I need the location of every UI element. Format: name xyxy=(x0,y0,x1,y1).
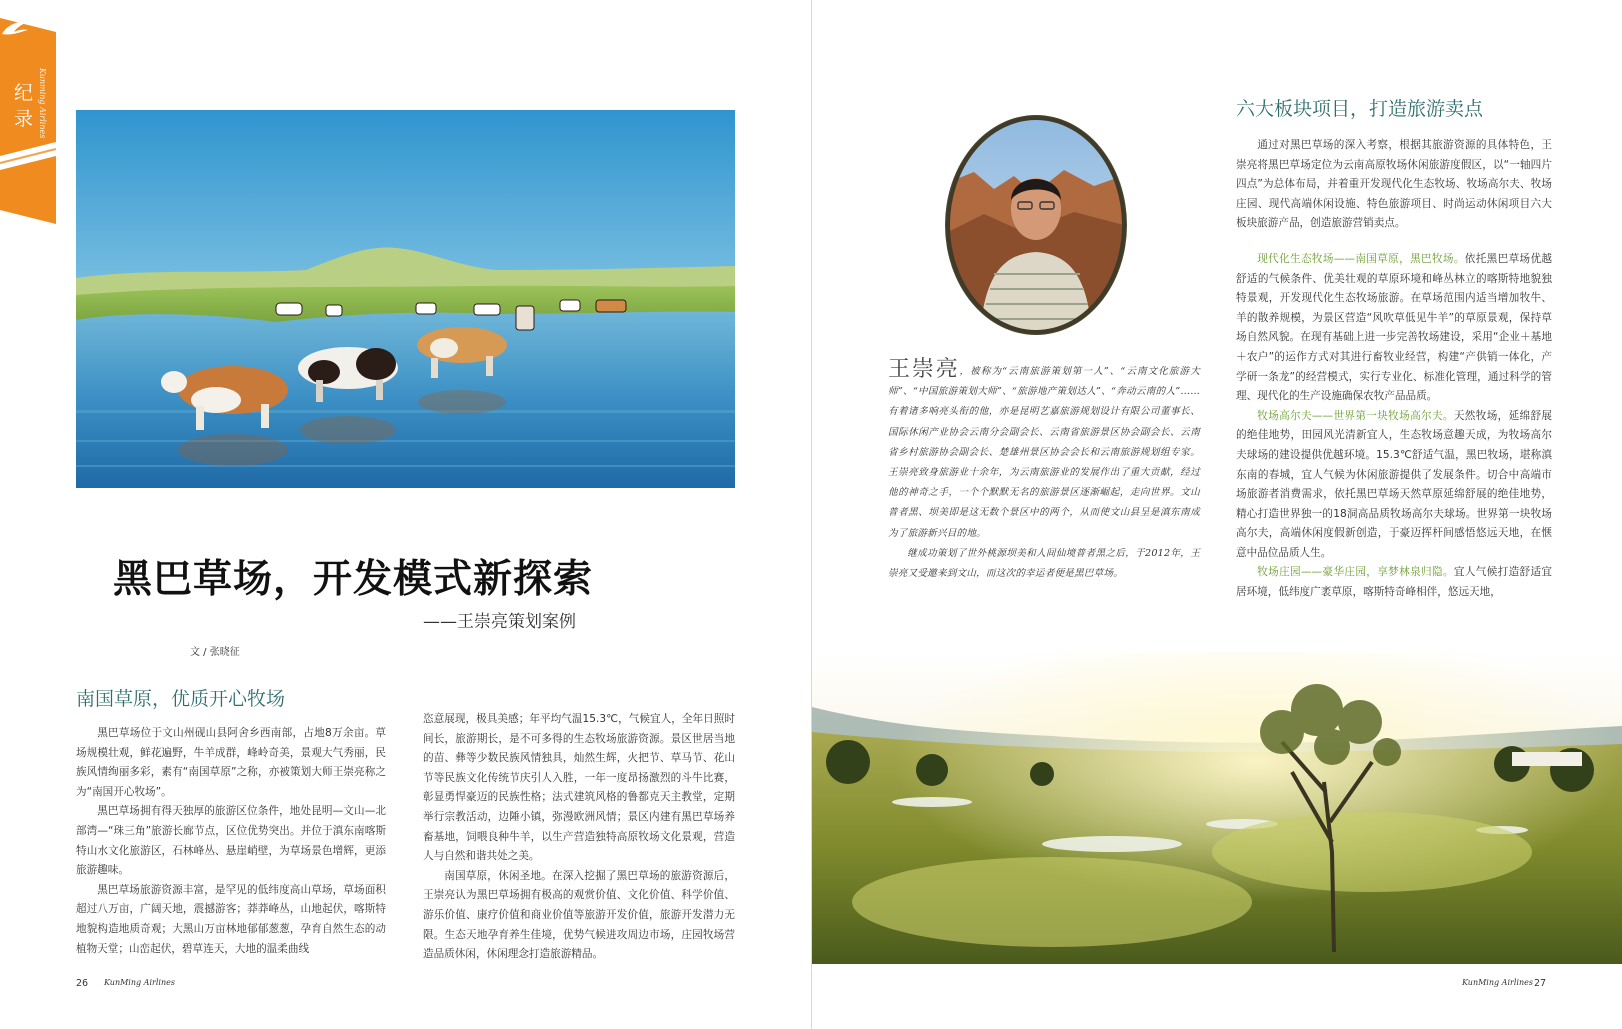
article-subtitle: ——王崇亮策划案例 xyxy=(423,612,576,632)
bio-paragraph-2: 继成功策划了世外桃源坝美和人间仙境普者黑之后，于2012年，王崇亮又受邀来到文山，而这次的幸运者便是黑巴草场。 xyxy=(888,547,1200,580)
brand-footer-right: KunMing Airlines xyxy=(1462,978,1533,987)
portrait-photo xyxy=(944,114,1128,336)
item-heading: 牧场庄园——豪华庄园，享梦林泉归隐。 xyxy=(1257,566,1454,579)
section-heading-right: 六大板块项目，打造旅游卖点 xyxy=(1236,98,1484,120)
bio-column xyxy=(888,357,1200,584)
item-heading: 牧场高尔夫——世界第一块牧场高尔夫。 xyxy=(1257,409,1454,422)
bio-text: ，被称为“云南旅游策划第一人”、“云南文化旅游大师”、“中国旅游策划大师”、“旅游地产策划达人”、“奔动云南的人”……有着诸多响亮头衔的他，亦是昆明艺嘉旅游规划设计有限公司董事长、国际休闲产业协会云南分会副会长、云南省旅游景区协会副会长、云南省乡村旅游协会副会长、楚雄州景区协会会长和云南旅游规划组专家。王崇亮致身旅游业十余年，为云南旅游业的发展作出了重大贡献，经过他的神奇之手，一个个默默无名的旅游景区逐渐崛起，走向世界。文山普者黑、坝美即是这无数个景区中的两个，从而使文山县呈是滇东南成为了旅游新兴目的地。 xyxy=(888,366,1200,539)
item-heading: 现代化生态牧场——南国草原，黑巴牧场。 xyxy=(1257,252,1465,265)
cows-river-photo xyxy=(76,110,735,488)
bio-name: 王崇亮 xyxy=(888,357,960,382)
paragraph: 黑巴草场拥有得天独厚的旅游区位条件，地处昆明—文山—北部湾—“珠三角”旅游长廊节点，区位优势突出。并位于滇东南喀斯特山水文化旅游区，石林峰丛、悬崖峭壁，为草场景色增辉，更添旅游趣味。 xyxy=(76,805,386,877)
article-title: 黑巴草场，开发模式新探索 xyxy=(113,556,594,602)
item-body: 宜人气候打造舒适宜居环境，低纬度广袤草原，喀斯特奇峰相伴，悠远天地， xyxy=(1236,566,1553,599)
bio-paragraph xyxy=(888,357,1200,544)
left-column-1 xyxy=(76,724,386,959)
golf-course-photo xyxy=(812,652,1622,964)
section-heading-left: 南国草原，优质开心牧场 xyxy=(76,688,286,710)
intro-paragraph: 通过对黑巴草场的深入考察，根据其旅游资源的具体特色，王崇亮将黑巴草场定位为云南高原牧场休闲旅游度假区，以“一轴四片四点”为总体布局，并着重开发现代化生态牧场、牧场高尔夫、牧场庄园、现代高端休闲设施、特色旅游项目、时尚运动休闲项目六大板块旅游产品，创造旅游营销卖点。 xyxy=(1236,139,1552,230)
item-body: 天然牧场，延绵舒展的绝佳地势，田园风光清新宜人，生态牧场意趣天成，为牧场高尔夫球场的建设提供优越环境。15.3℃舒适气温，黑巴牧场，堪称滇东南的春城，宜人气候为休闲旅游提供了发展条件。切合中高端市场旅游者消费需求，依托黑巴草场天然草原延绵舒展的绝佳地势，精心打造世界独一的18洞高品质牧场高尔夫球场。世界第一块牧场高尔夫，高端休闲度假新创造，于豪迈挥杆间感悟悠远天地，在惬意中品位品质人生。 xyxy=(1236,409,1553,559)
left-column-2 xyxy=(423,710,735,965)
item-body: 依托黑巴草场优越舒适的气候条件、优美壮观的草原环境和峰丛林立的喀斯特地貌独特景观，开发现代化生态牧场旅游。在草场范围内适当增加牧牛、羊的散养规模，为景区营造“风吹草低见牛羊”的草原景观，保持草场自然风貌。在现有基础上进一步完善牧场建设，采用“企业＋基地＋农户”的运作方式对其进行畜牧业经营，构建“产供销一体化，产学研一条龙”的经营模式，实行专业化、标准化管理，通过科学的管理、现代化的生产设施确保农牧产品品质。 xyxy=(1236,252,1553,403)
item-paragraph xyxy=(1236,563,1552,602)
byline: 文 / 张晓征 xyxy=(190,647,240,658)
item-paragraph xyxy=(1236,407,1552,564)
paragraph: 恣意展现，极具美感；年平均气温15.3℃，气候宜人，全年日照时间长，旅游期长，是不可多得的生态牧场旅游资源。景区世居当地的苗、彝等少数民族风情独具，灿然生辉，火把节、草马节、花山节等民族文化传统节庆引人入胜，一年一度昂扬激烈的斗牛比赛，彰显勇悍豪迈的民族性格；法式建筑风格的鲁都克天主教堂，定期举行宗教活动，边陲小镇，弥漫欧洲风情；景区内建有黑巴草场养畜基地，饲喂良种牛羊，以生产营造独特高原牧场文化景观，营造人与自然和谐共处之美。 xyxy=(423,713,735,863)
right-column xyxy=(1236,136,1552,603)
right-page xyxy=(812,0,1622,1029)
brand-footer-left: KunMing Airlines xyxy=(104,978,175,987)
paragraph: 黑巴草场旅游资源丰富，是罕见的低纬度高山草场，草场面积超过八万亩，广阔天地，震撼游客；莽莽峰丛，山地起伏，喀斯特地貌构造地质奇观；大黑山万亩林地郁郁葱葱，孕育自然生态的动植物天堂；山峦起伏，碧草连天，大地的温柔曲线 xyxy=(76,883,386,955)
airline-bird-icon xyxy=(0,18,34,40)
page-number-left: 26 xyxy=(76,978,89,989)
item-paragraph xyxy=(1236,250,1552,407)
section-tab xyxy=(0,18,56,224)
section-tab-label: 纪录 xyxy=(14,82,34,130)
paragraph: 黑巴草场位于文山州砚山县阿舍乡西南部，占地8万余亩。草场规模壮观，鲜花遍野，牛羊成群，峰岭奇美，景观大气秀丽，民族风情绚丽多彩，素有“南国草原”之称，亦被策划大师王崇亮称之为“南国开心牧场”。 xyxy=(76,727,386,798)
paragraph: 南国草原，休闲圣地。在深入挖掘了黑巴草场的旅游资源后，王崇亮认为黑巴草场拥有极高的观赏价值、文化价值、科学价值、游乐价值、康疗价值和商业价值等旅游开发价值，旅游开发潜力无限。生态天地孕育养生佳境，优势气候进攻周边市场，庄园牧场营造品质休闲，休闲理念打造旅游精品。 xyxy=(423,869,735,961)
section-tab-english: Kunming Airlines xyxy=(38,68,47,139)
page-number-right: 27 xyxy=(1534,978,1547,989)
